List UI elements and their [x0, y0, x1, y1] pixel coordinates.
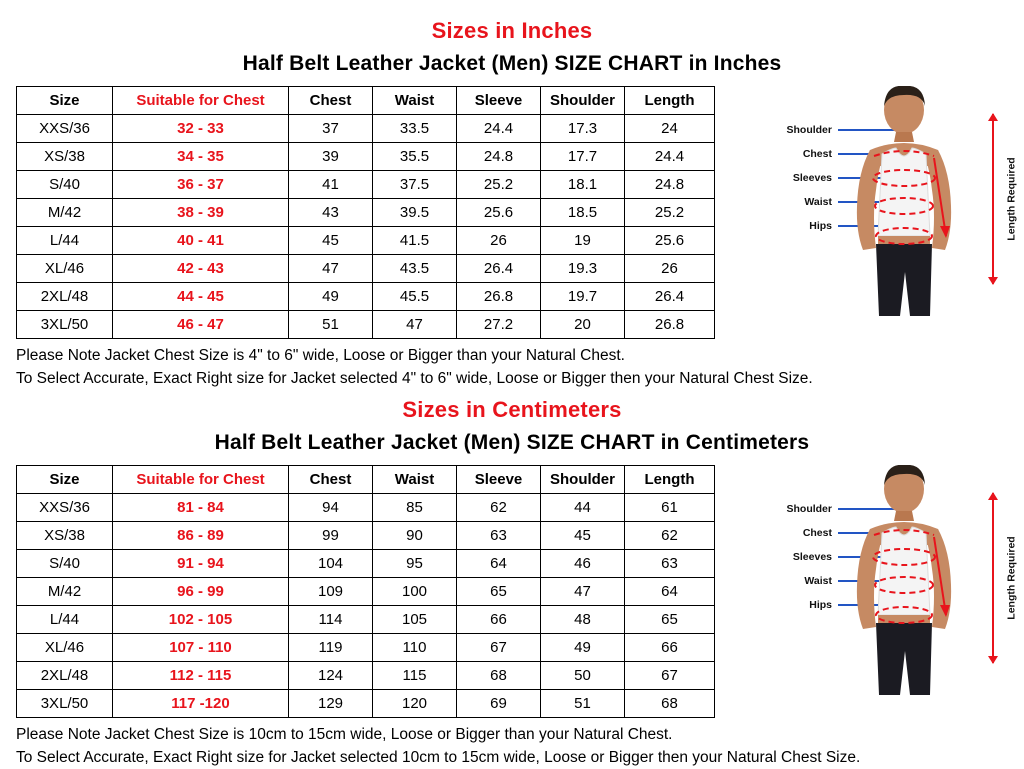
cell-size: 3XL/50 — [17, 689, 113, 717]
cm-notes — [0, 723, 1024, 769]
cell-chest: 47 — [289, 255, 373, 283]
figure-label-chest — [716, 527, 836, 551]
cell-length: 68 — [625, 689, 715, 717]
cell-size: 2XL/48 — [17, 283, 113, 311]
col-header-shoulder: Shoulder — [541, 87, 625, 115]
table-header-row — [17, 465, 715, 493]
cell-suitable-chest: 102 - 105 — [113, 605, 289, 633]
cell-waist: 120 — [373, 689, 457, 717]
cell-length: 24.8 — [625, 171, 715, 199]
measurement-figure — [712, 465, 1012, 695]
figure-label-text: Chest — [803, 148, 832, 160]
cell-shoulder: 50 — [541, 661, 625, 689]
cell-sleeve: 26.4 — [457, 255, 541, 283]
measurement-figure — [712, 86, 1012, 316]
table-row — [17, 577, 715, 605]
cell-length: 65 — [625, 605, 715, 633]
figure-label-hips — [716, 220, 836, 244]
table-row — [17, 115, 715, 143]
col-header-chest: Chest — [289, 87, 373, 115]
section-centimeters — [0, 397, 1024, 769]
cell-sleeve: 24.4 — [457, 115, 541, 143]
size-chart-inches — [16, 86, 715, 339]
cell-chest: 49 — [289, 283, 373, 311]
cell-shoulder: 49 — [541, 633, 625, 661]
cell-suitable-chest: 44 - 45 — [113, 283, 289, 311]
cell-suitable-chest: 112 - 115 — [113, 661, 289, 689]
cell-length: 61 — [625, 493, 715, 521]
cell-length: 24.4 — [625, 143, 715, 171]
table-row — [17, 199, 715, 227]
cell-suitable-chest: 91 - 94 — [113, 549, 289, 577]
cell-suitable-chest: 42 - 43 — [113, 255, 289, 283]
table-row — [17, 311, 715, 339]
cell-chest: 119 — [289, 633, 373, 661]
section-inches-red-title: Sizes in Inches — [0, 18, 1024, 44]
cm-figure-column — [712, 465, 1012, 695]
cell-shoulder: 47 — [541, 577, 625, 605]
cell-waist: 47 — [373, 311, 457, 339]
cell-shoulder: 18.5 — [541, 199, 625, 227]
table-row — [17, 689, 715, 717]
length-required-indicator — [984, 114, 1002, 284]
col-header-sleeve: Sleeve — [457, 465, 541, 493]
cell-sleeve: 25.2 — [457, 171, 541, 199]
col-header-suitable-chest: Suitable for Chest — [113, 465, 289, 493]
cell-sleeve: 26 — [457, 227, 541, 255]
note-line-1: Please Note Jacket Chest Size is 4" to 6" wide, Loose or Bigger than your Natural Chest. — [16, 344, 1024, 367]
cell-size: L/44 — [17, 605, 113, 633]
figure-label-list — [716, 124, 836, 244]
length-required-indicator — [984, 493, 1002, 663]
cell-chest: 94 — [289, 493, 373, 521]
col-header-waist: Waist — [373, 87, 457, 115]
cell-chest: 43 — [289, 199, 373, 227]
cell-suitable-chest: 40 - 41 — [113, 227, 289, 255]
section-cm-black-title: Half Belt Leather Jacket (Men) SIZE CHART in Centimeters — [0, 431, 1024, 455]
cell-length: 64 — [625, 577, 715, 605]
cell-length: 63 — [625, 549, 715, 577]
cell-sleeve: 27.2 — [457, 311, 541, 339]
cell-size: S/40 — [17, 549, 113, 577]
table-row — [17, 633, 715, 661]
cell-chest: 39 — [289, 143, 373, 171]
cell-waist: 90 — [373, 521, 457, 549]
table-row — [17, 143, 715, 171]
cell-sleeve: 65 — [457, 577, 541, 605]
figure-label-text: Hips — [809, 599, 832, 611]
cell-chest: 99 — [289, 521, 373, 549]
cell-size: XS/38 — [17, 521, 113, 549]
cell-size: XXS/36 — [17, 493, 113, 521]
inches-table-column — [0, 86, 712, 339]
cell-waist: 33.5 — [373, 115, 457, 143]
col-header-length: Length — [625, 465, 715, 493]
size-chart-centimeters — [16, 465, 715, 718]
cell-shoulder: 19.3 — [541, 255, 625, 283]
cell-length: 66 — [625, 633, 715, 661]
cell-size: 2XL/48 — [17, 661, 113, 689]
figure-label-sleeves — [716, 172, 836, 196]
table-row — [17, 549, 715, 577]
cell-chest: 37 — [289, 115, 373, 143]
cell-waist: 100 — [373, 577, 457, 605]
cell-suitable-chest: 46 - 47 — [113, 311, 289, 339]
cell-shoulder: 17.7 — [541, 143, 625, 171]
cell-waist: 41.5 — [373, 227, 457, 255]
cell-suitable-chest: 107 - 110 — [113, 633, 289, 661]
table-row — [17, 661, 715, 689]
cell-chest: 41 — [289, 171, 373, 199]
cell-sleeve: 62 — [457, 493, 541, 521]
cell-length: 62 — [625, 521, 715, 549]
cell-shoulder: 17.3 — [541, 115, 625, 143]
figure-label-shoulder — [716, 503, 836, 527]
inches-notes — [0, 344, 1024, 391]
col-header-size: Size — [17, 465, 113, 493]
cell-waist: 105 — [373, 605, 457, 633]
cell-size: M/42 — [17, 199, 113, 227]
cell-waist: 43.5 — [373, 255, 457, 283]
figure-label-text: Shoulder — [786, 503, 832, 515]
table-row — [17, 283, 715, 311]
cell-length: 26 — [625, 255, 715, 283]
cell-chest: 109 — [289, 577, 373, 605]
figure-label-text: Sleeves — [793, 172, 832, 184]
cell-waist: 85 — [373, 493, 457, 521]
figure-label-text: Chest — [803, 527, 832, 539]
cell-shoulder: 19.7 — [541, 283, 625, 311]
cell-length: 67 — [625, 661, 715, 689]
cell-size: S/40 — [17, 171, 113, 199]
col-header-size: Size — [17, 87, 113, 115]
cell-sleeve: 67 — [457, 633, 541, 661]
cell-chest: 45 — [289, 227, 373, 255]
col-header-chest: Chest — [289, 465, 373, 493]
cell-length: 25.2 — [625, 199, 715, 227]
figure-label-sleeves — [716, 551, 836, 575]
col-header-suitable-chest: Suitable for Chest — [113, 87, 289, 115]
figure-label-shoulder — [716, 124, 836, 148]
inches-figure-column — [712, 86, 1012, 316]
length-required-label: Length Required — [1006, 536, 1018, 619]
cell-waist: 95 — [373, 549, 457, 577]
cell-suitable-chest: 117 -120 — [113, 689, 289, 717]
note-line-2: To Select Accurate, Exact Right size for Jacket selected 4" to 6" wide, Loose or Bigger then your Natural Chest Size. — [16, 367, 1024, 390]
section-inches-black-title: Half Belt Leather Jacket (Men) SIZE CHART in Inches — [0, 52, 1024, 76]
cell-length: 26.4 — [625, 283, 715, 311]
table-row — [17, 605, 715, 633]
cell-length: 25.6 — [625, 227, 715, 255]
male-model-illustration — [830, 86, 980, 316]
cell-suitable-chest: 36 - 37 — [113, 171, 289, 199]
cell-shoulder: 48 — [541, 605, 625, 633]
cell-waist: 45.5 — [373, 283, 457, 311]
cell-length: 24 — [625, 115, 715, 143]
figure-label-text: Shoulder — [786, 124, 832, 136]
cell-suitable-chest: 38 - 39 — [113, 199, 289, 227]
cell-shoulder: 51 — [541, 689, 625, 717]
length-arrow-icon — [992, 114, 994, 284]
cell-size: XXS/36 — [17, 115, 113, 143]
col-header-shoulder: Shoulder — [541, 465, 625, 493]
cell-sleeve: 69 — [457, 689, 541, 717]
cell-shoulder: 46 — [541, 549, 625, 577]
cell-size: M/42 — [17, 577, 113, 605]
cell-chest: 124 — [289, 661, 373, 689]
table-row — [17, 171, 715, 199]
cell-waist: 39.5 — [373, 199, 457, 227]
cell-waist: 115 — [373, 661, 457, 689]
male-model-illustration — [830, 465, 980, 695]
cell-size: 3XL/50 — [17, 311, 113, 339]
cell-sleeve: 24.8 — [457, 143, 541, 171]
cell-shoulder: 19 — [541, 227, 625, 255]
cell-suitable-chest: 86 - 89 — [113, 521, 289, 549]
length-required-label: Length Required — [1006, 157, 1018, 240]
col-header-waist: Waist — [373, 465, 457, 493]
cell-chest: 129 — [289, 689, 373, 717]
cell-waist: 37.5 — [373, 171, 457, 199]
cell-shoulder: 18.1 — [541, 171, 625, 199]
figure-label-waist — [716, 196, 836, 220]
cell-waist: 110 — [373, 633, 457, 661]
table-header-row — [17, 87, 715, 115]
table-row — [17, 521, 715, 549]
table-row — [17, 493, 715, 521]
inches-chart-wrap — [0, 86, 1024, 339]
cell-shoulder: 44 — [541, 493, 625, 521]
cell-size: XL/46 — [17, 255, 113, 283]
cell-length: 26.8 — [625, 311, 715, 339]
cell-chest: 114 — [289, 605, 373, 633]
cell-waist: 35.5 — [373, 143, 457, 171]
figure-label-text: Sleeves — [793, 551, 832, 563]
figure-label-chest — [716, 148, 836, 172]
cm-chart-wrap — [0, 465, 1024, 718]
cell-chest: 104 — [289, 549, 373, 577]
note-line-1: Please Note Jacket Chest Size is 10cm to 15cm wide, Loose or Bigger than your Natural Chest. — [16, 723, 1024, 746]
table-row — [17, 227, 715, 255]
cell-sleeve: 26.8 — [457, 283, 541, 311]
figure-label-hips — [716, 599, 836, 623]
cell-suitable-chest: 32 - 33 — [113, 115, 289, 143]
figure-label-list — [716, 503, 836, 623]
section-cm-red-title: Sizes in Centimeters — [0, 397, 1024, 423]
col-header-length: Length — [625, 87, 715, 115]
cell-suitable-chest: 96 - 99 — [113, 577, 289, 605]
cell-suitable-chest: 34 - 35 — [113, 143, 289, 171]
cell-shoulder: 20 — [541, 311, 625, 339]
col-header-sleeve: Sleeve — [457, 87, 541, 115]
figure-label-text: Waist — [804, 196, 832, 208]
cell-sleeve: 25.6 — [457, 199, 541, 227]
cell-chest: 51 — [289, 311, 373, 339]
cell-size: XL/46 — [17, 633, 113, 661]
figure-label-waist — [716, 575, 836, 599]
figure-label-text: Waist — [804, 575, 832, 587]
cell-sleeve: 64 — [457, 549, 541, 577]
cell-sleeve: 68 — [457, 661, 541, 689]
cell-sleeve: 63 — [457, 521, 541, 549]
note-line-2: To Select Accurate, Exact Right size for Jacket selected 10cm to 15cm wide, Loose or Bigger then your Natural Chest Size. — [16, 746, 1024, 769]
cell-sleeve: 66 — [457, 605, 541, 633]
cell-size: L/44 — [17, 227, 113, 255]
length-arrow-icon — [992, 493, 994, 663]
figure-label-text: Hips — [809, 220, 832, 232]
cell-size: XS/38 — [17, 143, 113, 171]
table-row — [17, 255, 715, 283]
cell-suitable-chest: 81 - 84 — [113, 493, 289, 521]
cell-shoulder: 45 — [541, 521, 625, 549]
cm-table-column — [0, 465, 712, 718]
